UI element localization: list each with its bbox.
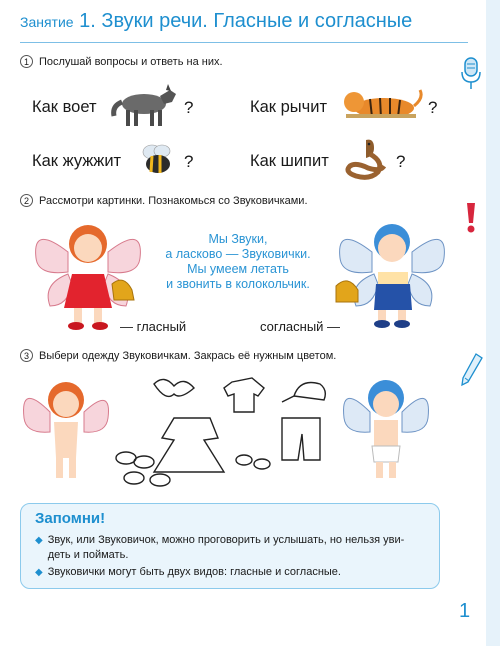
task-text: Рассмотри картинки. Познакомься со Звуковичками. [39,194,308,207]
pencil-icon [458,352,484,388]
task-number: 3 [20,349,33,362]
poem [158,232,318,292]
exclamation-icon [458,200,484,236]
dress-outline [154,418,224,472]
question-mark: ? [184,152,194,171]
question-mark: ? [396,152,406,171]
poem-line: и звонить в колокольчик. [166,277,310,291]
tshirt-outline [224,378,264,412]
question-mark: ? [184,98,194,117]
poem-line: а ласково — Звуковички. [165,247,311,261]
fairy-girl-undressed [20,372,112,484]
clothes-outlines [114,374,334,490]
poem-line: Мы умеем летать [187,262,289,276]
poem-line: Мы Звуки, [208,232,268,246]
bullet-diamond-icon: ◆ [35,567,43,578]
wolf-image [110,80,180,128]
cap-outline [282,383,325,403]
fairy-boy-undressed [338,372,434,484]
task-text: Послушай вопросы и ответь на них. [39,55,223,68]
page-number: 1 [459,600,471,622]
shorts-outline [282,418,320,460]
lesson-label: Занятие [20,14,74,30]
lesson-title: 1. Звуки речи. Гласные и согласные [79,10,413,32]
microphone-icon [458,56,484,92]
task-text: Выбери одежду Звуковичкам. Закрась её нужным цветом. [39,349,337,362]
task-number: 1 [20,55,33,68]
remember-panel [20,503,440,589]
consonant-label: согласный — [260,319,341,334]
page-title [20,10,412,33]
fact-item [35,565,341,580]
question-wolf: Как воет [32,98,97,116]
consonant-fairy-boy [328,214,448,334]
bee-image [138,142,178,178]
page-edge-strip [486,0,500,646]
task-2-instruction [20,194,308,207]
question-mark: ? [428,98,438,117]
question-bee: Как жужжит [32,152,122,170]
title-divider [20,42,468,43]
bow-outline [154,379,194,396]
task-1-instruction [20,55,223,68]
fact-text: Звуковички могут быть двух видов: гласные и согласные. [47,566,341,578]
remember-title: Запомни! [35,510,106,527]
fact-text: Звук, или Звуковичок, можно проговорить и услышать, но нельзя уви- деть и поймать. [47,534,405,561]
bullet-diamond-icon: ◆ [35,535,43,546]
question-snake: Как шипит [250,152,329,170]
task-3-instruction [20,349,336,362]
task-number: 2 [20,194,33,207]
fact-item [35,533,404,563]
tiger-image [340,86,424,122]
vowel-label: — гласный [120,319,187,334]
vowel-fairy-girl [28,214,148,334]
question-tiger: Как рычит [250,98,327,116]
snake-image [340,134,394,184]
